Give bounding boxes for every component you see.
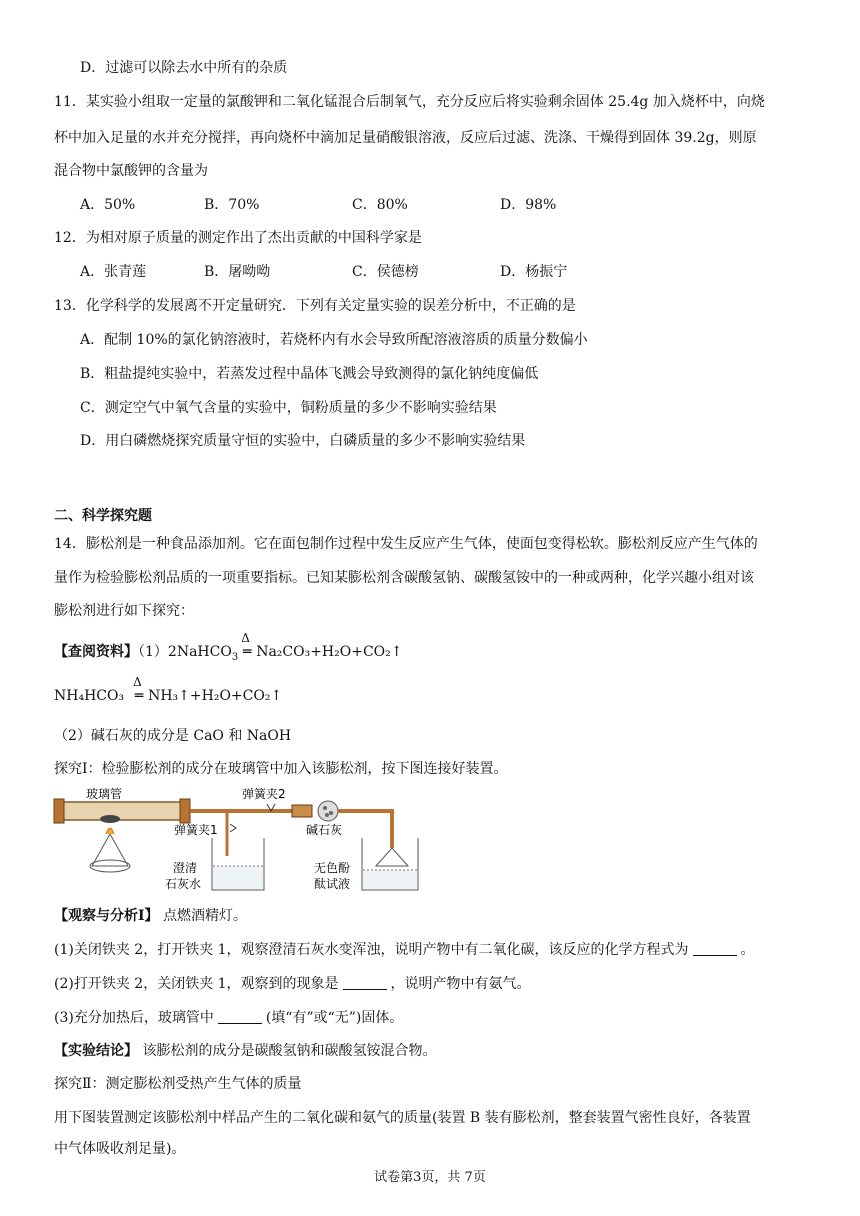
reference-equation-2: NH₄HCO₃ Δ ═ NH₃↑+H₂O+CO₂↑	[54, 675, 283, 704]
flame	[106, 828, 114, 834]
phenol-label-1: 无色酚	[314, 861, 351, 875]
reference-label: 【查阅资料】	[54, 644, 138, 660]
heat-arrow: Δ ═	[133, 675, 144, 704]
q11-option-c: C．80%	[352, 197, 408, 213]
page-footer: 试卷第3页，共 7页	[374, 1170, 486, 1185]
soda-lime-tube	[318, 801, 338, 821]
q14-stem-line2: 量作为检验膨松剂品质的一项重要指标。已知某膨松剂含碳酸氢钠、碳酸氢铵中的一种或两种，化学兴趣小组对该	[54, 570, 754, 586]
sample-powder	[100, 815, 120, 823]
observation-heading: 【观察与分析Ⅰ】 点燃酒精灯。	[54, 908, 248, 924]
inverted-funnel	[376, 848, 408, 866]
limewater-label-2: 石灰水	[165, 877, 202, 891]
glass-tube-label: 玻璃管	[86, 787, 123, 801]
q12-option-d: D．杨振宁	[500, 264, 568, 280]
q13-option-c: C．测定空气中氧气含量的实验中，铜粉质量的多少不影响实验结果	[80, 400, 497, 416]
tube-stopper-left	[54, 799, 64, 823]
q11-stem-line1: 11．某实验小组取一定量的氯酸钾和二氧化锰混合后制氧气，充分反应后将实验剩余固体 25.4g 加入烧杯中，向烧	[54, 94, 765, 110]
answer-blank-2[interactable]	[343, 975, 387, 990]
tube-stopper-right	[180, 799, 190, 823]
reference-equation-1: 【查阅资料】（1）2NaHCO$_3$ Δ ═ Na₂CO₃+H₂O+CO₂↑	[54, 631, 403, 663]
clip-1-label: 弹簧夹1	[174, 823, 218, 837]
q13-stem: 13．化学科学的发展离不开定量研究．下列有关定量实验的误差分析中，不正确的是	[54, 298, 576, 314]
explore-2-title: 探究Ⅱ：测定膨松剂受热产生气体的质量	[54, 1076, 302, 1092]
heat-arrow: Δ ═	[241, 631, 252, 660]
phenol-label-2: 酞试液	[314, 877, 351, 891]
question-2: (2)打开铁夹 2，关闭铁夹 1，观察到的现象是 ，说明产物中有氨气。	[54, 976, 531, 992]
q11-option-a: A．50%	[80, 197, 136, 213]
explore-2-line1: 用下图装置测定该膨松剂中样品产生的二氧化碳和氨气的质量(装置 B 装有膨松剂，整套装置气密性良好，各装置	[54, 1110, 751, 1126]
clip-2-label: 弹簧夹2	[242, 787, 286, 801]
q13-option-d: D．用白磷燃烧探究质量守恒的实验中，白磷质量的多少不影响实验结果	[80, 433, 526, 449]
explore-1-title: 探究Ⅰ：检验膨松剂的成分在玻璃管中加入该膨松剂，按下图连接好装置。	[54, 761, 508, 777]
question-1: (1)关闭铁夹 2，打开铁夹 1，观察澄清石灰水变浑浊，说明产物中有二氧化碳，该反应的化学方程式为 。	[54, 942, 755, 958]
q14-stem-line1: 14．膨松剂是一种食品添加剂。它在面包制作过程中发生反应产生气体，使面包变得松软。膨松剂反应产生气体的	[54, 536, 758, 552]
glass-tube	[62, 802, 182, 820]
clip-1	[230, 824, 236, 832]
q13-option-a: A．配制 10%的氯化钠溶液时，若烧杯内有水会导致所配溶液溶质的质量分数偏小	[80, 332, 588, 348]
q12-option-b: B．屠呦呦	[204, 264, 271, 280]
q12-option-c: C．侯德榜	[352, 264, 419, 280]
q12-stem: 12．为相对原子质量的测定作出了杰出贡献的中国科学家是	[54, 230, 422, 246]
q11-option-d: D．98%	[500, 197, 557, 213]
q13-option-b: B．粗盐提纯实验中，若蒸发过程中晶体飞溅会导致测得的氯化钠纯度偏低	[80, 366, 539, 382]
answer-blank-3[interactable]	[218, 1009, 262, 1024]
explore-2-line2: 中气体吸收剂足量)。	[54, 1141, 186, 1157]
limewater-label-1: 澄清	[173, 861, 198, 875]
apparatus-diagram	[52, 786, 422, 894]
q11-option-b: B．70%	[204, 197, 260, 213]
q10-option-d: D．过滤可以除去水中所有的杂质	[80, 60, 288, 76]
q12-option-a: A．张青莲	[80, 264, 147, 280]
q14-stem-line3: 膨松剂进行如下探究：	[54, 603, 194, 619]
answer-blank-1[interactable]	[693, 941, 737, 956]
soda-lime-label: 碱石灰	[306, 823, 343, 837]
section-title: 二、科学探究题	[54, 508, 152, 524]
q11-stem-line2: 杯中加入足量的水并充分搅拌，再向烧杯中滴加足量硝酸银溶液，反应后过滤、洗涤、干燥得到固体 39.2g，则原	[54, 130, 757, 146]
q11-stem-line3: 混合物中氯酸钾的含量为	[54, 163, 208, 179]
reference-item-2: （2）碱石灰的成分是 CaO 和 NaOH	[54, 728, 292, 744]
question-3: (3)充分加热后，玻璃管中 (填“有”或“无”)固体。	[54, 1010, 404, 1026]
conclusion: 【实验结论】 该膨松剂的成分是碳酸氢钠和碳酸氢铵混合物。	[54, 1043, 437, 1059]
